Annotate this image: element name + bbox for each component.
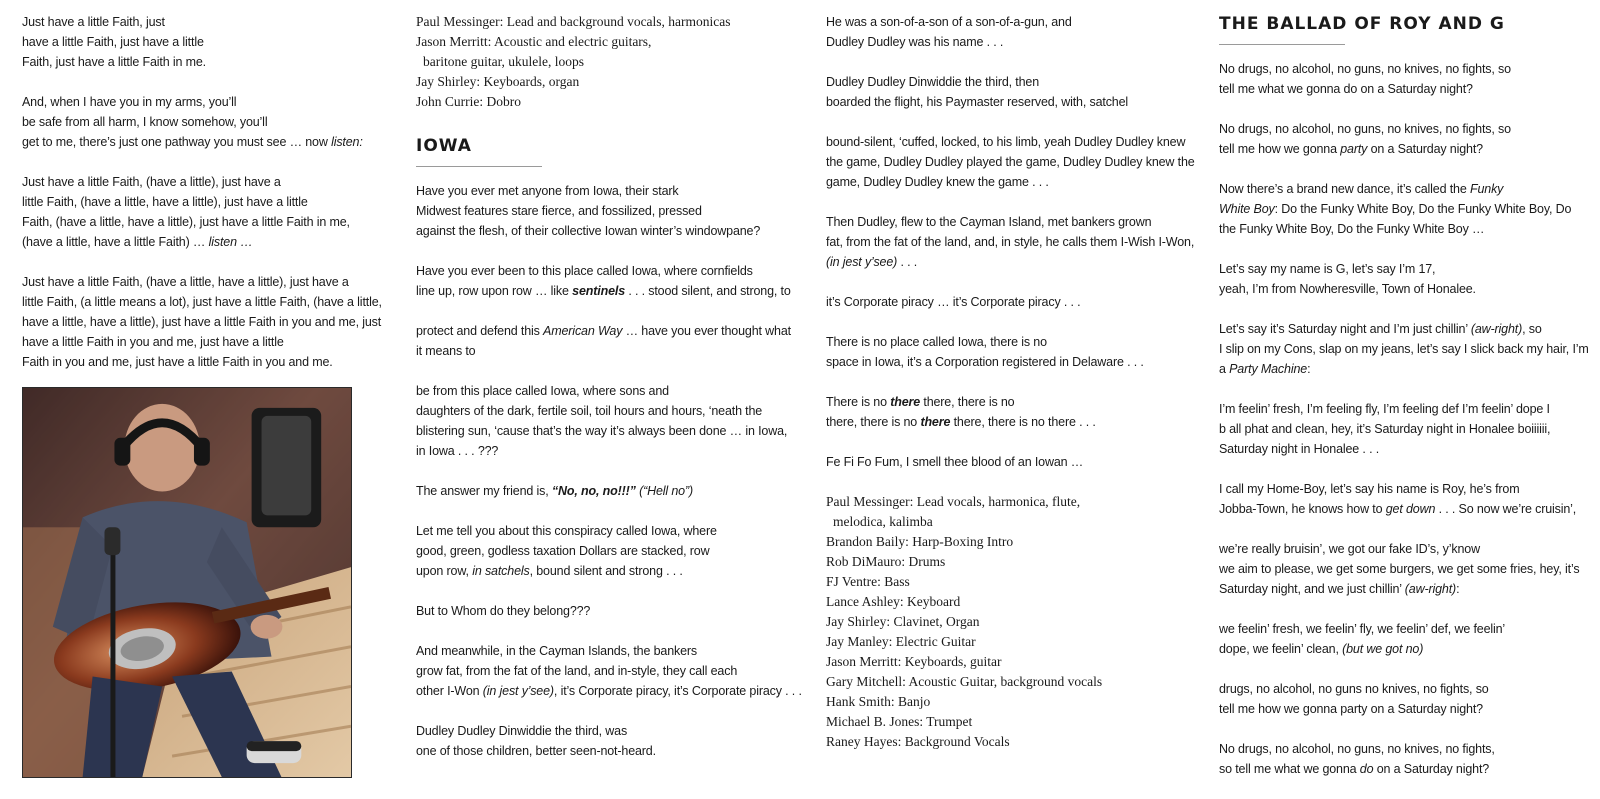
lyric-stanza [1219,539,1591,599]
lyric-line: Let me tell you about this conspiracy called Iowa, where [416,524,717,538]
iowa-credits [826,492,1186,752]
lyric-line: Dudley Dudley Dinwiddie the third, was [416,724,628,738]
title-divider [1219,44,1345,45]
lyric-line: blistering sun, ‘cause that’s the way it’s always been done … in Iowa, [416,424,788,438]
lyrics-column-2 [416,12,802,781]
lyric-line: be safe from all harm, I know somehow, you’ll [22,115,268,129]
lyric-line: Just have a little Faith, just [22,15,165,29]
credit-line: Paul Messinger: Lead and background vocals, harmonicas [416,14,731,29]
lyric-line: Saturday night, and we just chillin’ (aw-right): [1219,582,1460,596]
lyric-stanza [826,452,1186,472]
credit-line: Jay Manley: Electric Guitar [826,634,976,649]
credit-line: Hank Smith: Banjo [826,694,931,709]
faith-credits [416,12,796,112]
lyric-line: upon row, in satchels, bound silent and strong . . . [416,564,683,578]
lyric-stanza [826,212,1195,272]
lyric-line: b all phat and clean, hey, it’s Saturday night in Honalee boiiiiii, [1219,422,1551,436]
lyric-line: tell me what we gonna do on a Saturday night? [1219,82,1473,96]
lyric-stanza [22,92,387,152]
lyric-line: Faith, (have a little, have a little), just have a little Faith in me, [22,215,350,229]
lyric-line: Fe Fi Fo Fum, I smell thee blood of an Iowan … [826,455,1084,469]
lyric-line: Dudley Dudley Dinwiddie the third, then [826,75,1040,89]
lyric-line: And meanwhile, in the Cayman Islands, the bankers [416,644,698,658]
lyric-stanza [826,12,1186,52]
lyric-line: No drugs, no alcohol, no guns, no knives, no fights, so [1219,62,1511,76]
lyric-line: so tell me what we gonna do on a Saturday night? [1219,762,1490,776]
lyric-line: game, Dudley Dudley knew the game . . . [826,175,1049,189]
lyric-line: And, when I have you in my arms, you’ll [22,95,237,109]
lyric-line: Have you ever met anyone from Iowa, their stark [416,184,679,198]
lyric-line: boarded the flight, his Paymaster reserved, with, satchel [826,95,1129,109]
lyric-line: the Funky White Boy, Do the Funky White Boy … [1219,222,1485,236]
lyric-line: There is no place called Iowa, there is no [826,335,1047,349]
credit-line: Jay Shirley: Clavinet, Organ [826,614,980,629]
lyric-line: dope, we feelin’ clean, (but we got no) [1219,642,1424,656]
lyric-line: yeah, I’m from Nowheresville, Town of Honalee. [1219,282,1476,296]
lyric-line: There is no there there, there is no [826,395,1015,409]
lyric-line: Midwest features stare fierce, and fossilized, pressed [416,204,702,218]
credit-line: Lance Ashley: Keyboard [826,594,961,609]
lyric-stanza [22,172,387,252]
lyric-line: be from this place called Iowa, where sons and [416,384,669,398]
lyric-line: have a little Faith, just have a little [22,35,204,49]
credit-line: baritone guitar, ukulele, loops [423,54,585,69]
lyric-stanza [826,392,1186,432]
lyric-line: Just have a little Faith, (have a little), just have a [22,175,281,189]
lyric-stanza [1219,259,1591,299]
credit-line: Gary Mitchell: Acoustic Guitar, background vocals [826,674,1103,689]
lyric-line: grow fat, from the fat of the land, and in-style, they call each [416,664,738,678]
lyric-line: against the flesh, of their collective Iowan winter’s windowpane? [416,224,761,238]
lyric-line: (in jest y’see) . . . [826,255,918,269]
lyric-stanza [416,481,796,501]
lyric-line: it means to [416,344,476,358]
lyric-line: Let’s say my name is G, let’s say I’m 17, [1219,262,1436,276]
lyric-line: in Iowa . . . ??? [416,444,499,458]
lyric-line: Let’s say it’s Saturday night and I’m just chillin’ (aw-right), so [1219,322,1542,336]
lyric-stanza [1219,399,1591,459]
lyric-stanza [1219,59,1591,99]
lyric-line: line up, row upon row … like sentinels . . . stood silent, and strong, to [416,284,791,298]
lyric-line: little Faith, (have a little, have a little), just have a little [22,195,308,209]
lyric-line: Then Dudley, flew to the Cayman Island, met bankers grown [826,215,1152,229]
lyric-line: space in Iowa, it’s a Corporation registered in Delaware . . . [826,355,1144,369]
title-divider [416,166,542,167]
lyric-line: He was a son-of-a-son of a son-of-a-gun, and [826,15,1072,29]
lyric-line: I’m feelin’ fresh, I’m feeling fly, I’m feeling def I’m feelin’ dope I [1219,402,1550,416]
credit-line: John Currie: Dobro [416,94,521,109]
lyric-line: No drugs, no alcohol, no guns, no knives, no fights, so [1219,122,1511,136]
lyric-line: we feelin’ fresh, we feelin’ fly, we feelin’ def, we feelin’ [1219,622,1506,636]
lyric-stanza [416,521,796,581]
lyrics-column-1 [22,12,387,392]
credit-line: Michael B. Jones: Trumpet [826,714,973,729]
lyric-line: But to Whom do they belong??? [416,604,591,618]
credit-line: FJ Ventre: Bass [826,574,910,589]
lyric-line: daughters of the dark, fertile soil, toil hours and hours, ‘neath the [416,404,763,418]
lyric-line: tell me how we gonna party on a Saturday night? [1219,702,1483,716]
musician-with-resonator-guitar-image [23,388,351,777]
lyric-line: get to me, there’s just one pathway you must see … now listen: [22,135,363,149]
lyric-stanza [1219,479,1591,519]
lyric-line: we’re really bruisin’, we got our fake ID’s, y’know [1219,542,1480,556]
lyric-line: Saturday night in Honalee . . . [1219,442,1380,456]
song-title-iowa: IOWA [416,136,472,156]
credit-line: Raney Hayes: Background Vocals [826,734,1010,749]
lyric-line: I call my Home-Boy, let’s say his name is Roy, he’s from [1219,482,1520,496]
lyric-line: Dudley Dudley was his name . . . [826,35,1004,49]
lyric-stanza [826,332,1186,372]
lyric-line: have a little, have a little), just have a little Faith in you and me, just [22,315,382,329]
lyric-line: we aim to please, we get some burgers, we get some fries, hey, it’s [1219,562,1580,576]
lyric-stanza [416,641,802,701]
lyric-stanza [1219,679,1591,719]
iowa-lyrics [416,181,802,761]
lyric-line: Jobba-Town, he knows how to get down . . . So now we’re cruisin’, [1219,502,1577,516]
lyrics-stanzas [22,12,387,372]
lyric-line: good, green, godless taxation Dollars are stacked, row [416,544,710,558]
lyric-line: drugs, no alcohol, no guns no knives, no fights, so [1219,682,1489,696]
credit-line: Jason Merritt: Acoustic and electric guitars, [416,34,652,49]
lyric-stanza [826,72,1186,112]
credit-line: melodica, kalimba [833,514,933,529]
lyric-stanza [1219,119,1591,159]
lyric-line: other I-Won (in jest y’see), it’s Corporate piracy, it’s Corporate piracy . . . [416,684,802,698]
lyric-line: the game, Dudley Dudley played the game, Dudley Dudley knew the [826,155,1195,169]
ballad-lyrics [1219,59,1591,779]
lyric-line: have a little Faith in you and me, just have a little [22,335,284,349]
credit-line: Jay Shirley: Keyboards, organ [416,74,580,89]
lyric-line: Just have a little Faith, (have a little, have a little), just have a [22,275,349,289]
lyrics-column-3 [826,12,1195,774]
lyric-line: a Party Machine: [1219,362,1311,376]
lyric-line: Now there’s a brand new dance, it’s called the Funky [1219,182,1504,196]
lyric-stanza [826,292,1186,312]
lyric-stanza [416,181,796,241]
lyric-line: I slip on my Cons, slap on my jeans, let’s say I slick back my hair, I’m [1219,342,1589,356]
iowa-lyrics-continued [826,12,1195,472]
lyric-line: Faith, just have a little Faith in me. [22,55,206,69]
lyric-line: Have you ever been to this place called Iowa, where cornfields [416,264,753,278]
lyric-stanza [826,132,1195,192]
lyric-line: little Faith, (a little means a lot), just have a little Faith, (have a little, [22,295,382,309]
credit-line: Jason Merritt: Keyboards, guitar [826,654,1002,669]
lyric-line: protect and defend this American Way … have you ever thought what [416,324,791,338]
lyric-line: The answer my friend is, “No, no, no!!!” (“Hell no”) [416,484,693,498]
lyric-stanza [416,381,796,461]
lyric-line: tell me how we gonna party on a Saturday night? [1219,142,1483,156]
lyrics-column-4 [1219,12,1591,799]
lyric-stanza [1219,619,1591,659]
song-title-ballad-of-roy-and-g: THE BALLAD OF ROY AND G [1219,14,1505,34]
lyric-line: Faith in you and me, just have a little Faith in you and me. [22,355,333,369]
lyric-line: (have a little, have a little Faith) … listen … [22,235,253,249]
lyric-stanza [416,261,796,301]
lyric-stanza [22,12,387,72]
studio-photo [22,387,352,778]
lyric-line: No drugs, no alcohol, no guns, no knives, no fights, [1219,742,1495,756]
lyric-line: White Boy: Do the Funky White Boy, Do the Funky White Boy, Do [1219,202,1572,216]
lyric-stanza [1219,739,1591,779]
credit-line: Paul Messinger: Lead vocals, harmonica, flute, [826,494,1081,509]
lyric-stanza [1219,179,1591,239]
lyric-stanza [416,321,796,361]
lyric-line: fat, from the fat of the land, and, in style, he calls them I-Wish I-Won, [826,235,1195,249]
lyric-line: bound-silent, ‘cuffed, locked, to his limb, yeah Dudley Dudley knew [826,135,1186,149]
credit-line: Brandon Baily: Harp-Boxing Intro [826,534,1014,549]
lyric-stanza [416,601,796,621]
lyric-stanza [416,721,796,761]
lyric-line: there, there is no there there, there is no there . . . [826,415,1096,429]
lyric-line: it’s Corporate piracy … it’s Corporate piracy . . . [826,295,1081,309]
lyric-stanza [1219,319,1591,379]
lyric-line: one of those children, better seen-not-heard. [416,744,656,758]
credit-line: Rob DiMauro: Drums [826,554,946,569]
lyric-stanza [22,272,387,372]
